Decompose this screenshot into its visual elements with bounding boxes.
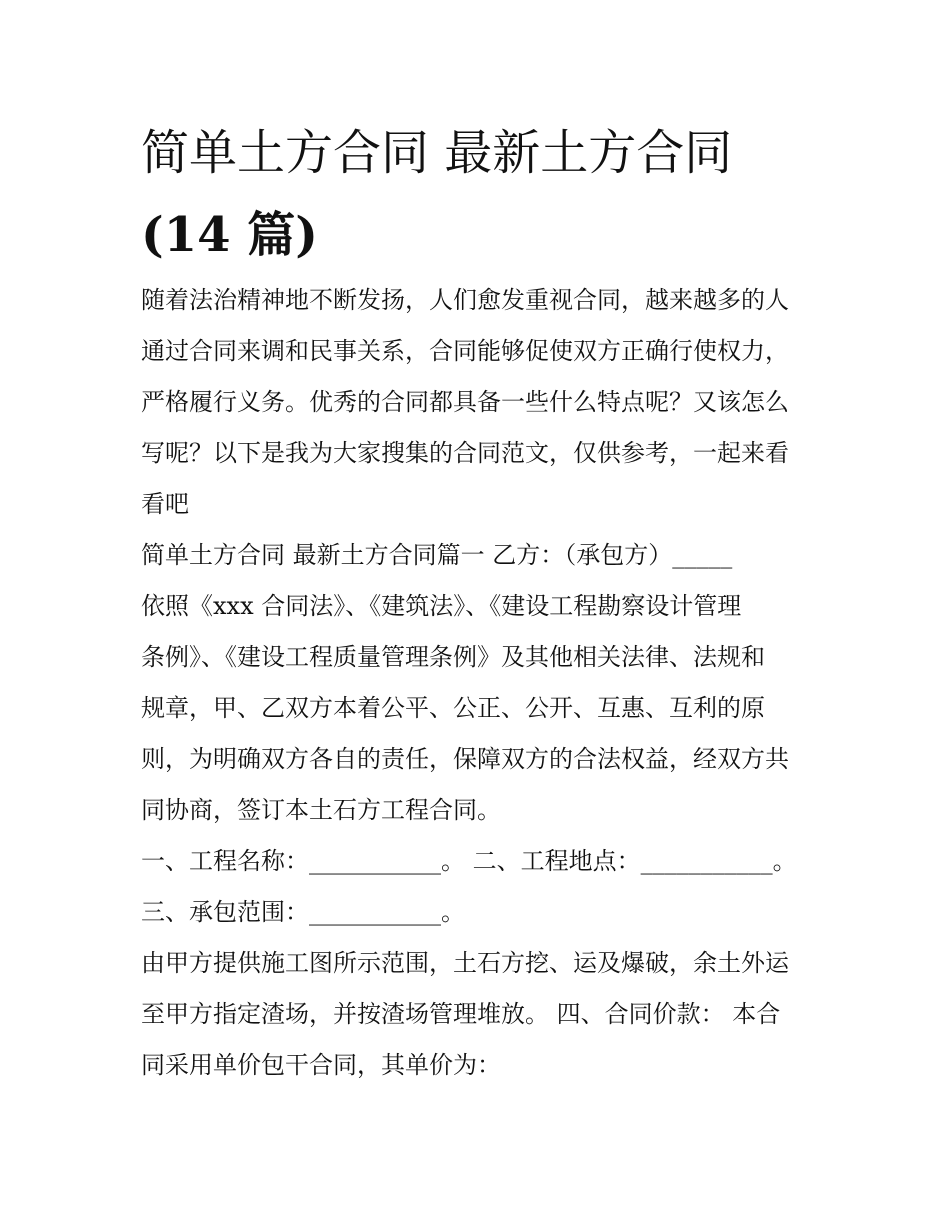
body-line: 则，为明确双方各自的责任，保障双方的合法权益，经双方共 <box>141 745 789 773</box>
body-line: 条例》、《建设工程质量管理条例》及其他相关法律、法规和 <box>141 643 765 671</box>
body-line: 依照《xxx 合同法》、《建筑法》、《建设工程勘察设计管理 <box>141 592 742 620</box>
body-line: 一、工程名称：___________。 二、工程地点：___________。 <box>141 847 797 875</box>
body-line: 看吧 <box>141 490 189 518</box>
body-line: 至甲方指定渣场，并按渣场管理堆放。 四、合同价款： 本合 <box>141 1000 781 1028</box>
body-line: 严格履行义务。优秀的合同都具备一些什么特点呢？又该怎么 <box>141 388 789 416</box>
document-body <box>141 275 821 1091</box>
body-line: 写呢？以下是我为大家搜集的合同范文，仅供参考，一起来看 <box>141 439 789 467</box>
body-line: 同协商，签订本土石方工程合同。 <box>141 796 501 824</box>
body-line: 同采用单价包干合同，其单价为： <box>141 1051 501 1079</box>
body-line: 随着法治精神地不断发扬，人们愈发重视合同，越来越多的人 <box>141 286 789 314</box>
title-line-2: (14 篇) <box>141 207 318 263</box>
body-line: 规章，甲、乙双方本着公平、公正、公开、互惠、互利的原 <box>141 694 765 722</box>
body-line: 三、承包范围：___________。 <box>141 898 465 926</box>
body-line: 通过合同来调和民事关系，合同能够促使双方正确行使权力， <box>141 337 789 365</box>
body-line: 简单土方合同 最新土方合同篇一 乙方：（承包方）_____ <box>141 541 733 569</box>
document-title <box>141 112 821 276</box>
body-line: 由甲方提供施工图所示范围，土石方挖、运及爆破，余土外运 <box>141 949 789 977</box>
title-line-1: 简单土方合同 最新土方合同 <box>141 125 733 181</box>
